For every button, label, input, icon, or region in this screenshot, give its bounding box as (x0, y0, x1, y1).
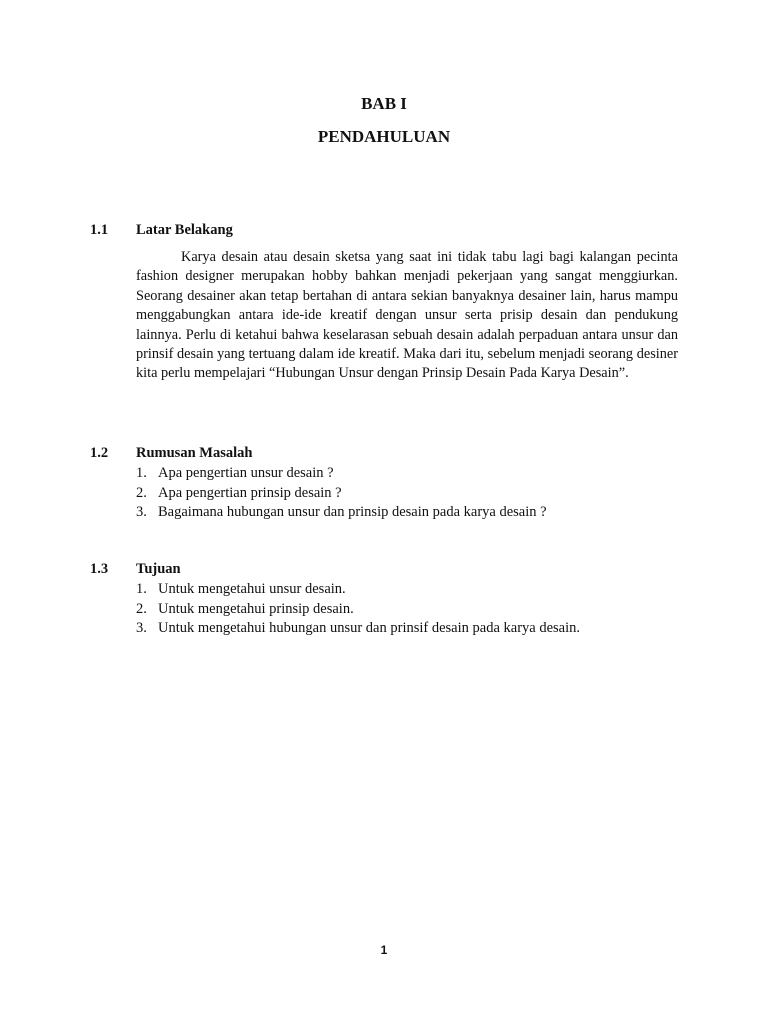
list-item (136, 464, 690, 484)
page-number: 1 (380, 943, 388, 957)
section-heading (90, 560, 690, 580)
section-number: 1.1 (90, 222, 109, 238)
list-item-number: 2. (136, 484, 147, 501)
list-item-number: 1. (136, 465, 147, 481)
section-title: Tujuan (136, 561, 181, 577)
section-latar-belakang (90, 221, 690, 384)
list-item-number: 2. (136, 600, 147, 617)
section-heading (90, 221, 690, 241)
list-item-text: Untuk mengetahui unsur desain. (158, 581, 346, 597)
list-item-text: Apa pengertian prinsip desain ? (158, 484, 342, 501)
list-item (136, 600, 690, 620)
list-item-text: Bagaimana hubungan unsur dan prinsip desain pada karya desain ? (158, 504, 547, 520)
list-item-number: 1. (136, 581, 147, 597)
list-item (136, 619, 690, 639)
section-title: Latar Belakang (136, 222, 233, 238)
chapter-title: PENDAHULUAN (317, 127, 451, 146)
list-item (136, 580, 690, 600)
numbered-list (90, 464, 690, 523)
section-number: 1.2 (90, 445, 109, 461)
section-tujuan (90, 560, 690, 639)
section-rumusan-masalah (90, 444, 690, 523)
list-item (136, 484, 690, 504)
list-item-number: 3. (136, 620, 147, 636)
list-item-text: Untuk mengetahui hubungan unsur dan prinsif desain pada karya desain. (158, 620, 581, 636)
section-number: 1.3 (90, 561, 109, 577)
section-heading (90, 444, 690, 464)
body-paragraph: Karya desain atau desain sketsa yang saat ini tidak tabu lagi bagi kalangan pecinta fashion designer merupakan hobby bahkan menjadi pekerjaan yang sangat menggiurkan. Seorang desainer akan tetap bertahan di antara sekian banyaknya desainer lain, harus mampu menggabungkan antara ide-ide kreatif dengan unsur serta prisip desain dan pendukung lainnya. Perlu di ketahui bahwa keselarasan sebuah desain adalah perpaduan antara unsur dan prinsif desain yang tertuang dalam ide kreatif. Maka dari itu, sebelum menjadi seorang desiner kita perlu mempelajari “Hubungan Unsur dengan Prinsip Desain Pada Karya Desain”. (136, 249, 678, 382)
list-item (136, 503, 690, 523)
list-item-text: Untuk mengetahui prinsip desain. (158, 600, 354, 617)
section-title: Rumusan Masalah (136, 445, 253, 461)
list-item-text: Apa pengertian unsur desain ? (158, 465, 334, 481)
numbered-list (90, 580, 690, 639)
chapter-number: BAB I (361, 94, 407, 113)
list-item-number: 3. (136, 504, 147, 520)
